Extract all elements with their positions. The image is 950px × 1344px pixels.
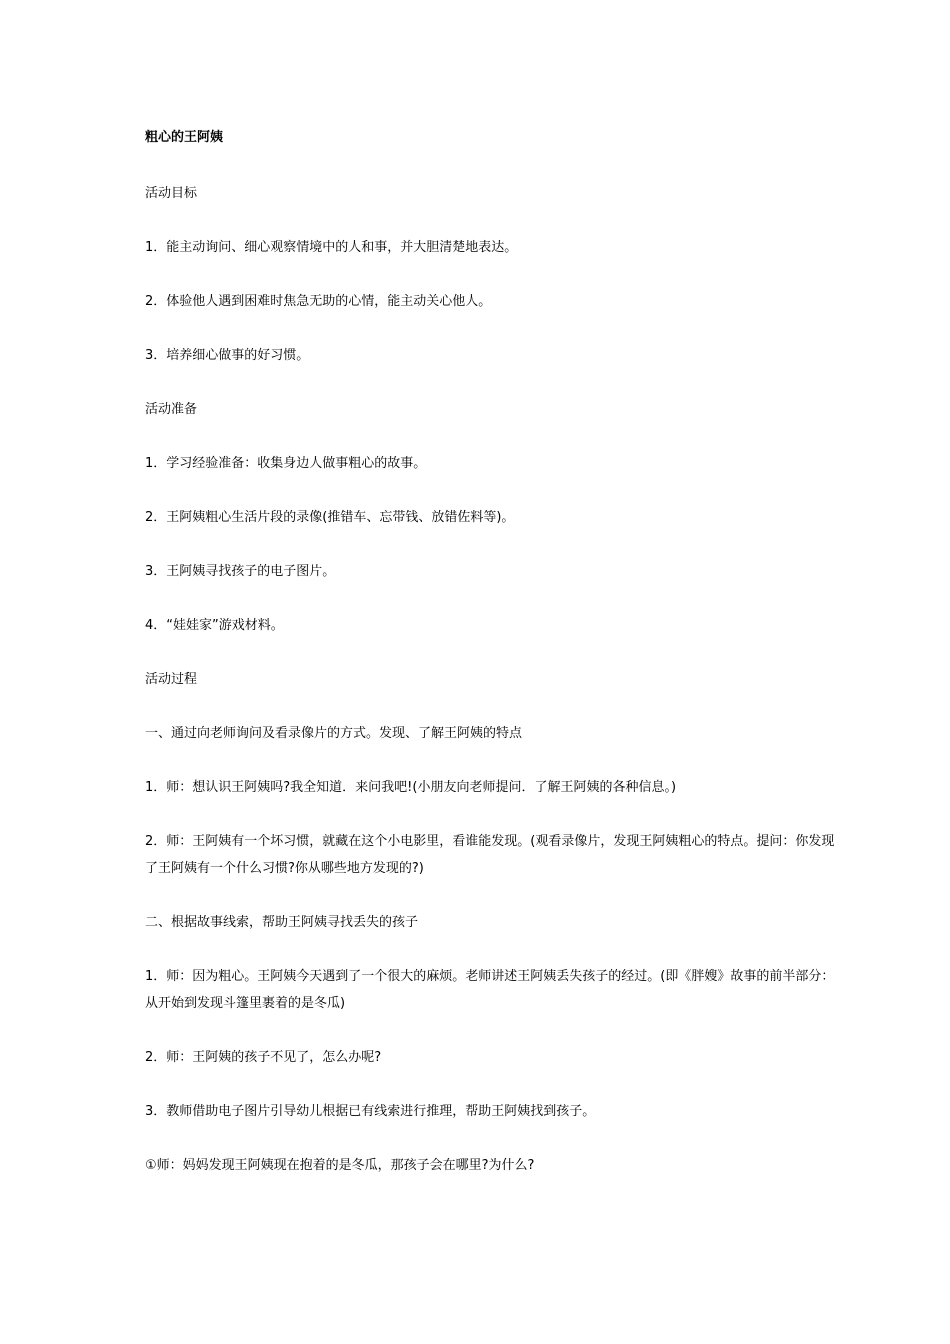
document-title: 粗心的王阿姨 [145,130,224,145]
goal-item-1: 1．能主动询问、细心观察情境中的人和事，并大胆清楚地表达。 [145,240,518,255]
process-step-1-item-1: 1．师：想认识王阿姨吗?我全知道．来问我吧!(小朋友向老师提问．了解王阿姨的各种信息。) [145,780,677,795]
process-step-2-item-3: 3．教师借助电子图片引导幼儿根据已有线索进行推理，帮助王阿姨找到孩子。 [145,1104,596,1119]
process-step-2-subitem-1: ①师：妈妈发现王阿姨现在抱着的是冬瓜，那孩子会在哪里?为什么? [145,1158,535,1173]
preparation-item-4: 4．“娃娃家”游戏材料。 [145,618,284,633]
section-heading-process: 活动过程 [145,672,198,687]
preparation-item-3: 3．王阿姨寻找孩子的电子图片。 [145,564,336,579]
goal-item-3: 3．培养细心做事的好习惯。 [145,348,310,363]
process-step-2-heading: 二、根据故事线索，帮助王阿姨寻找丢失的孩子 [145,915,419,930]
process-step-2-item-1: 1．师：因为粗心。王阿姨今天遇到了一个很大的麻烦。老师讲述王阿姨丢失孩子的经过。(即《胖嫂》故事的前半部分：从开始到发现斗篷里裹着的是冬瓜) [145,969,835,1011]
process-step-1-heading: 一、通过向老师询问及看录像片的方式。发现、了解王阿姨的特点 [145,726,523,741]
document-body [145,126,835,1206]
process-step-2-item-2: 2．师：王阿姨的孩子不见了，怎么办呢? [145,1050,382,1065]
section-heading-preparation: 活动准备 [145,402,198,417]
preparation-item-2: 2．王阿姨粗心生活片段的录像(推错车、忘带钱、放错佐料等)。 [145,510,515,525]
section-heading-goals: 活动目标 [145,186,198,201]
goal-item-2: 2．体验他人遇到困难时焦急无助的心情，能主动关心他人。 [145,294,492,309]
preparation-item-1: 1．学习经验准备：收集身边人做事粗心的故事。 [145,456,427,471]
process-step-1-item-2: 2．师：王阿姨有一个坏习惯，就藏在这个小电影里，看谁能发现。(观看录像片，发现王阿姨粗心的特点。提问：你发现了王阿姨有一个什么习惯?你从哪些地方发现的?) [145,834,835,876]
